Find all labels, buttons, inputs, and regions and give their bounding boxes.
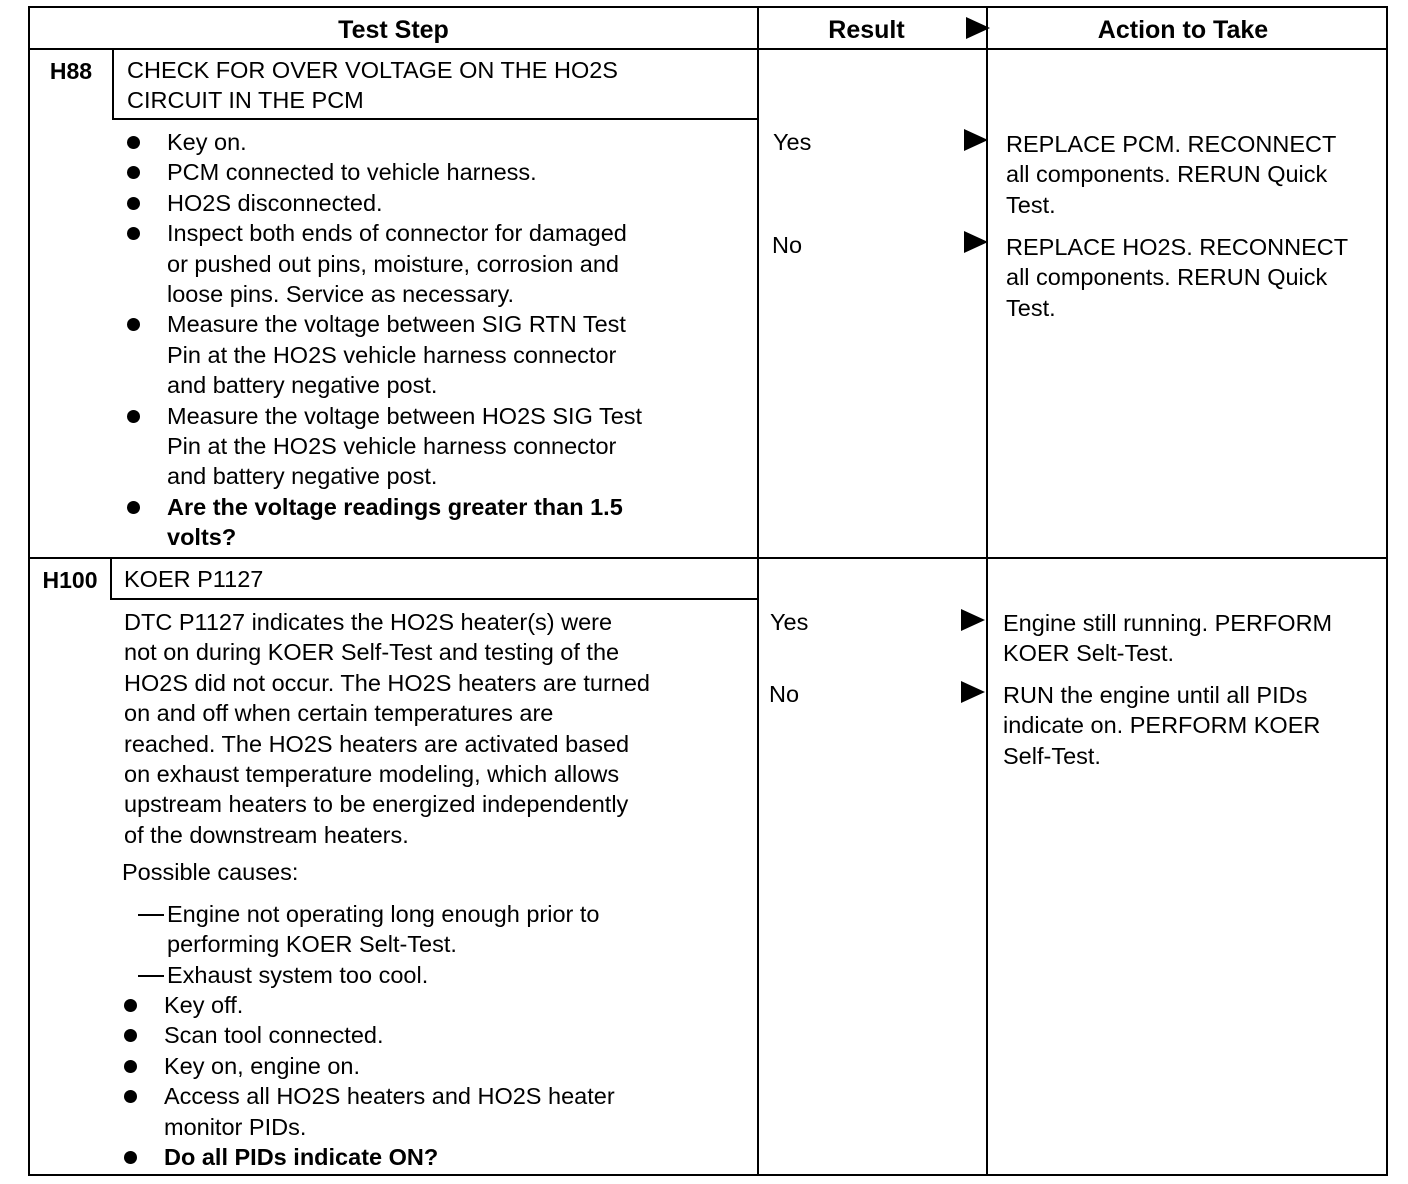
h88-action-no: REPLACE HO2S. RECONNECT all components. RERUN Quick Test. <box>1006 234 1349 321</box>
header-action: Action to Take <box>1097 16 1269 44</box>
h88-step: PCM connected to vehicle harness. <box>124 157 754 187</box>
cause-item: Exhaust system too cool. <box>138 960 754 990</box>
h100-no-arrow-icon <box>961 681 985 703</box>
h88-title-rule <box>112 118 758 120</box>
h88-title: CHECK FOR OVER VOLTAGE ON THE HO2S CIRCUIT IN THE PCM <box>127 57 618 114</box>
h100-action-no: RUN the engine until all PIDs indicate on. PERFORM KOER Self-Test. <box>1003 682 1321 769</box>
h88-yes-arrow-icon <box>964 129 988 151</box>
h88-step: Inspect both ends of connector for damaged or pushed out pins, moisture, corrosion and loose pins. Service as necessary. <box>124 218 754 309</box>
h100-result-no: No <box>769 681 800 707</box>
possible-causes-label: Possible causes: <box>122 859 299 885</box>
h88-step: Measure the voltage between HO2S SIG Test Pin at the HO2S vehicle harness connector and battery negative post. <box>124 401 754 492</box>
action-column-divider <box>986 6 988 1176</box>
header-test-step: Test Step <box>338 16 449 44</box>
h88-result-no: No <box>772 232 803 258</box>
h100-causes <box>138 899 754 990</box>
cause-item: Engine not operating long enough prior to performing KOER Selt-Test. <box>138 899 754 960</box>
header-arrow-icon <box>966 17 990 39</box>
h88-no-arrow-icon <box>964 231 988 253</box>
result-column-divider <box>757 6 759 1176</box>
h88-step: Key on. <box>124 127 754 157</box>
h100-result-yes: Yes <box>770 609 809 635</box>
header-result: Result <box>828 16 905 44</box>
h88-code: H88 <box>49 58 93 84</box>
h100-title: KOER P1127 <box>124 566 264 592</box>
h100-steps <box>121 990 754 1172</box>
h100-code: H100 <box>42 567 98 593</box>
h88-action-yes: REPLACE PCM. RECONNECT all components. RERUN Quick Test. <box>1006 131 1337 218</box>
header-rule <box>28 48 1388 50</box>
h88-steps <box>124 127 754 553</box>
h88-result-yes: Yes <box>773 129 812 155</box>
h100-title-rule <box>110 598 758 600</box>
h100-description: DTC P1127 indicates the HO2S heater(s) were not on during KOER Self-Test and testing of the HO2S did not occur. The HO2S heaters are turned on and off when certain temperatures are reached. The HO2S heaters are activated based on exhaust temperature modeling, which allows upstream heaters to be energized independently of the downstream heaters. <box>124 609 650 848</box>
h100-yes-arrow-icon <box>961 609 985 631</box>
h100-action-yes: Engine still running. PERFORM KOER Selt-Test. <box>1003 610 1333 667</box>
h100-step: Scan tool connected. <box>121 1020 754 1050</box>
h100-step: Key off. <box>121 990 754 1020</box>
h88-code-divider <box>112 48 114 119</box>
h88-question: Are the voltage readings greater than 1.5 volts? <box>124 492 754 553</box>
h88-step: HO2S disconnected. <box>124 188 754 218</box>
h100-step: Key on, engine on. <box>121 1051 754 1081</box>
h88-step: Measure the voltage between SIG RTN Test Pin at the HO2S vehicle harness connector and battery negative post. <box>124 309 754 400</box>
h100-step: Access all HO2S heaters and HO2S heater monitor PIDs. <box>121 1081 754 1142</box>
h88-h100-row-rule <box>28 557 1388 559</box>
h100-question: Do all PIDs indicate ON? <box>121 1142 754 1172</box>
h100-code-divider <box>110 558 112 600</box>
